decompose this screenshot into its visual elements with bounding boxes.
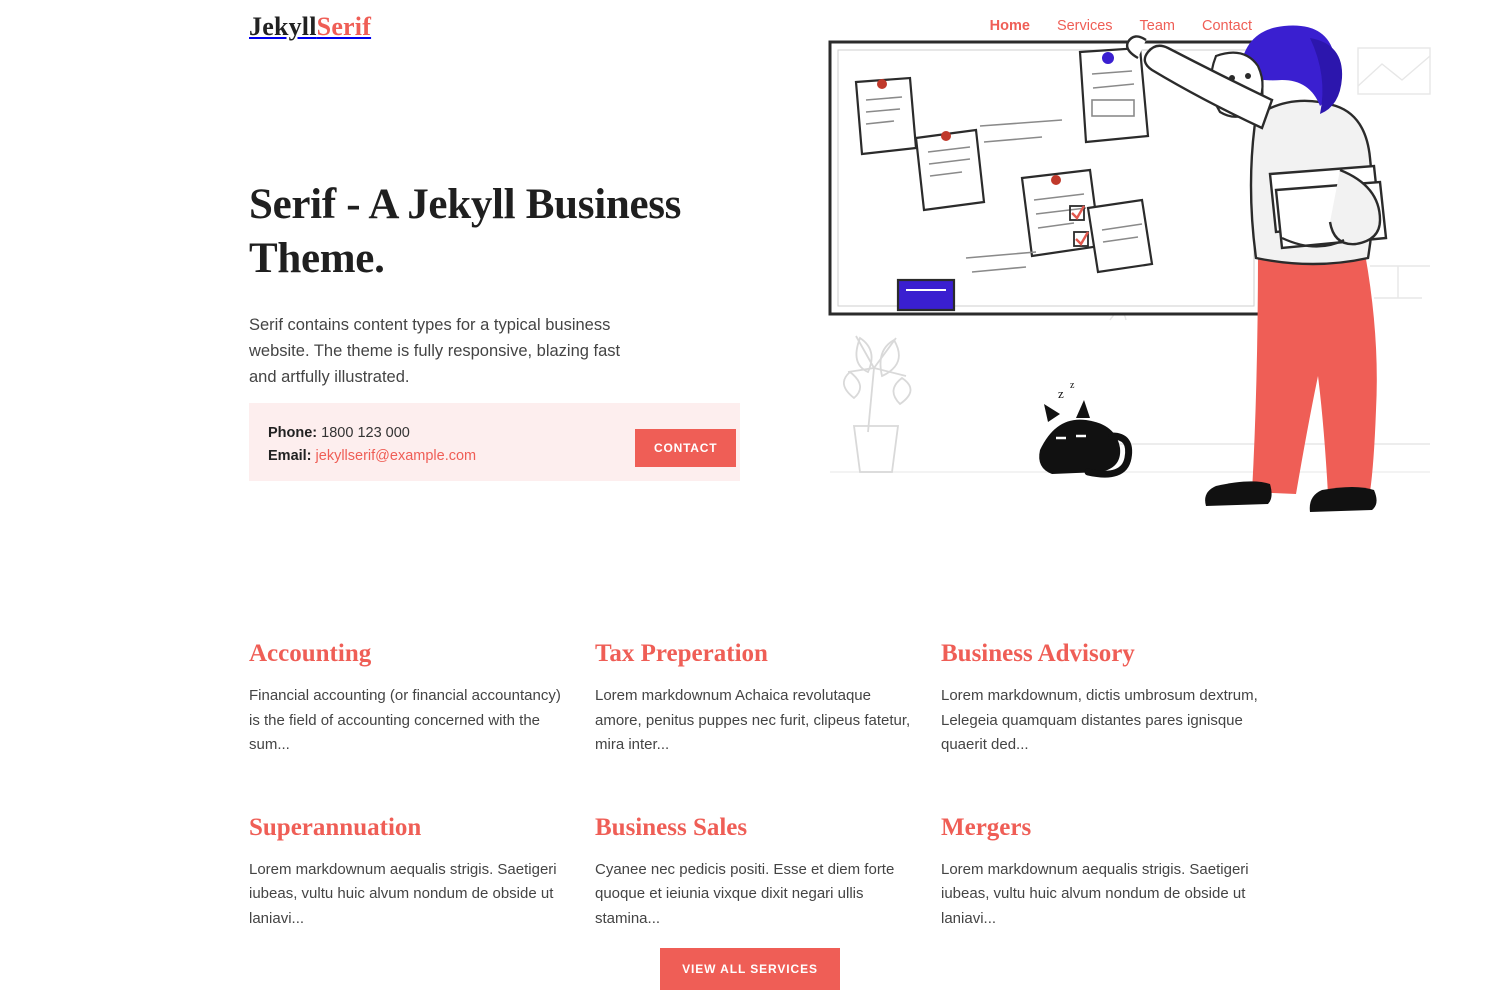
- service-title[interactable]: Accounting: [249, 640, 372, 667]
- services-section: [249, 640, 1263, 931]
- service-card-superannuation[interactable]: [249, 814, 595, 932]
- contact-button[interactable]: CONTACT: [635, 429, 736, 467]
- email-row: [268, 445, 476, 468]
- service-description: Cyanee nec pedicis positi. Esse et diem forte quoque et ieiunia vixque dixit negari ullis stamina...: [595, 860, 895, 927]
- nav-item-home[interactable]: Home: [989, 18, 1030, 34]
- hero-illustration: [770, 20, 1470, 540]
- view-all-services-wrapper: [0, 948, 1500, 990]
- phone-label: Phone:: [268, 425, 318, 441]
- phone-row: [268, 422, 476, 445]
- service-card-tax-preperation[interactable]: [595, 640, 941, 758]
- nav-item-contact[interactable]: Contact: [1202, 18, 1252, 34]
- phone-value: 1800 123 000: [321, 425, 410, 441]
- service-description: Lorem markdownum aequalis strigis. Saetigeri iubeas, vultu huic alvum nondum de obside ut laniavi...: [249, 860, 557, 927]
- service-description: Lorem markdownum aequalis strigis. Saetigeri iubeas, vultu huic alvum nondum de obside ut laniavi...: [941, 860, 1249, 927]
- service-card-accounting[interactable]: [249, 640, 595, 758]
- page-title: Serif - A Jekyll Business Theme.: [249, 181, 682, 282]
- service-card-business-advisory[interactable]: [941, 640, 1263, 758]
- email-label: Email:: [268, 448, 312, 464]
- view-all-services-button[interactable]: VIEW ALL SERVICES: [660, 948, 840, 990]
- service-description: Financial accounting (or financial accountancy) is the field of accounting concerned with the sum...: [249, 687, 561, 753]
- service-title[interactable]: Business Sales: [595, 813, 748, 841]
- email-link[interactable]: jekyllserif@example.com: [315, 448, 477, 464]
- service-title[interactable]: Tax Preperation: [595, 640, 768, 667]
- logo-text-accent: Serif: [316, 12, 372, 41]
- site-header: [0, 0, 1500, 56]
- service-description: Lorem markdownum Achaica revolutaque amore, penitus puppes nec furit, clipeus fatetur, mira inter...: [595, 687, 911, 753]
- nav-item-team[interactable]: Team: [1139, 18, 1176, 34]
- service-card-business-sales[interactable]: [595, 814, 941, 932]
- hero-subtitle: Serif contains content types for a typical business website. The theme is fully responsive, blazing fast and artfully illustrated.: [249, 316, 621, 386]
- svg-text:z: z: [1070, 380, 1075, 391]
- svg-text:z: z: [1058, 386, 1064, 401]
- services-grid: [249, 640, 1263, 931]
- service-card-mergers[interactable]: [941, 814, 1263, 932]
- contact-callout: [249, 403, 740, 481]
- service-description: Lorem markdownum, dictis umbrosum dextrum, Lelegeia quamquam distantes pares ignisque quaerit ded...: [941, 687, 1258, 753]
- nav-item-services[interactable]: Services: [1056, 18, 1113, 34]
- site-logo[interactable]: [249, 12, 371, 42]
- main-navigation: [990, 18, 1252, 34]
- service-title[interactable]: Business Advisory: [941, 640, 1135, 667]
- service-title[interactable]: Mergers: [941, 813, 1032, 841]
- service-title[interactable]: Superannuation: [249, 813, 422, 841]
- hero-copy: [249, 178, 749, 390]
- logo-text-primary: Jekyll: [249, 12, 317, 41]
- contact-details: [268, 422, 476, 468]
